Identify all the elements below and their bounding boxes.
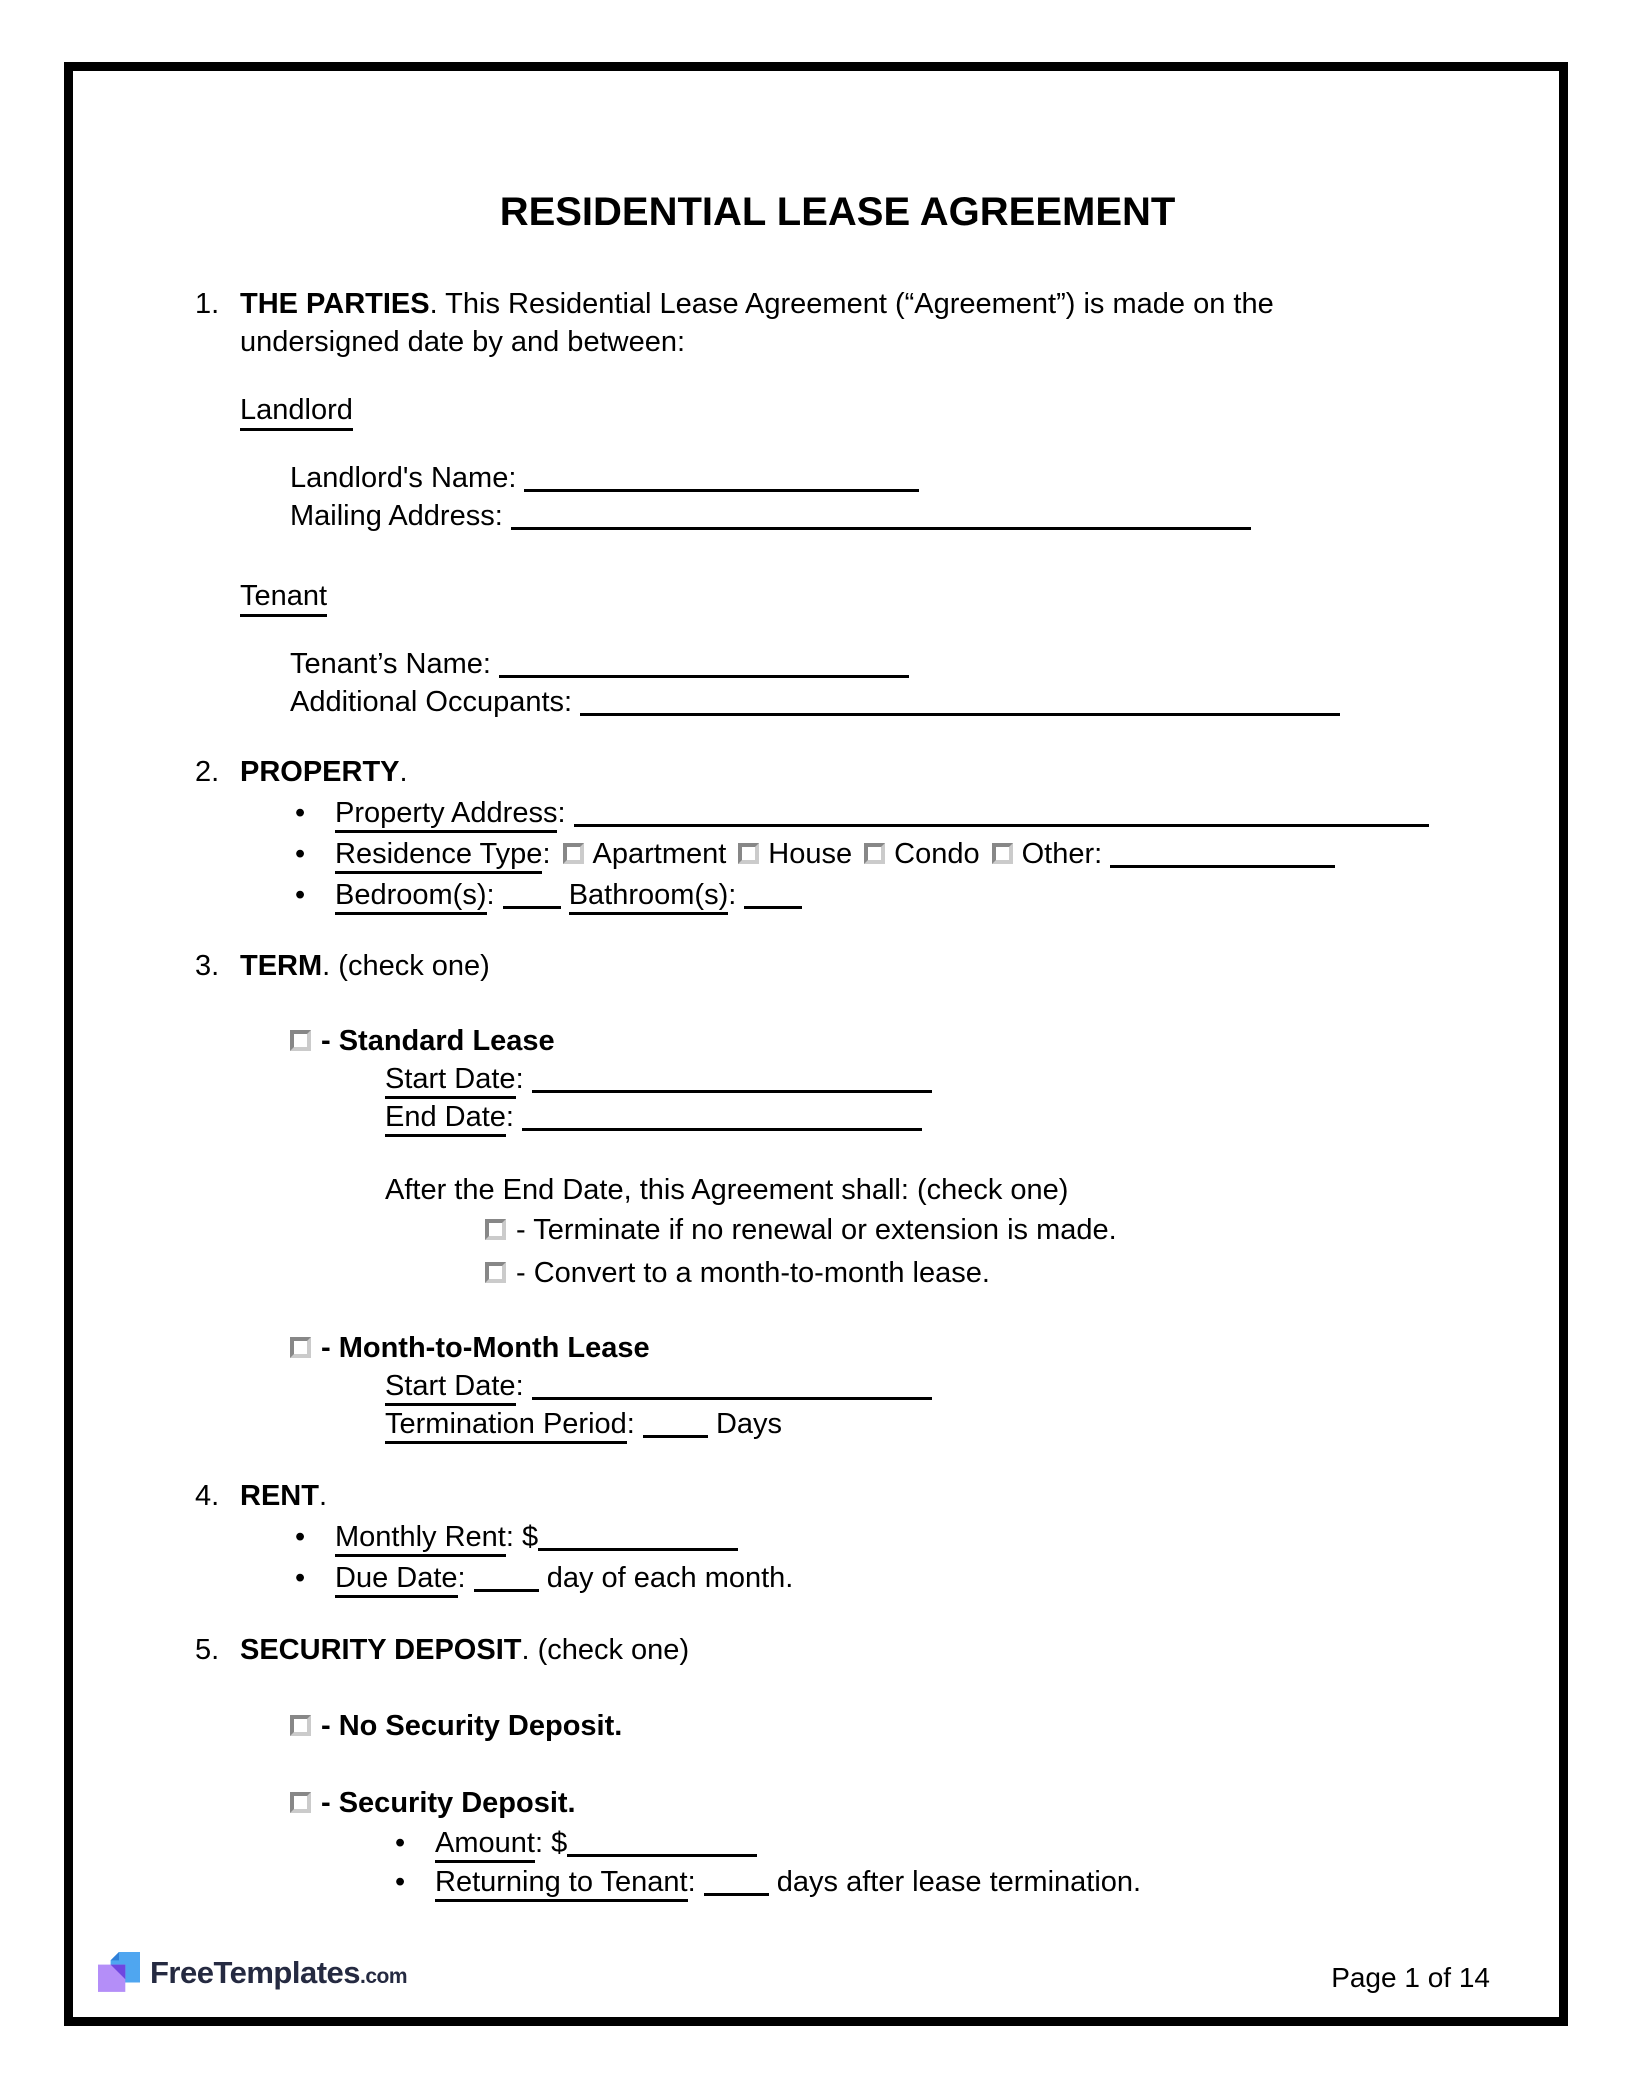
- document-content: [73, 71, 1559, 1902]
- terminate-option-label: - Terminate if no renewal or extension is made.: [516, 1214, 1117, 1246]
- section-heading: RENT: [240, 1480, 319, 1512]
- amount-row: [435, 1824, 1435, 1863]
- terminate-checkbox[interactable]: [485, 1219, 506, 1240]
- landlord-subheading-label: Landlord: [240, 394, 353, 431]
- standard-lease-checkbox[interactable]: [290, 1030, 311, 1051]
- section-body-text: .: [399, 756, 408, 788]
- due-date-separator: :: [457, 1562, 466, 1594]
- property-address-blank[interactable]: [574, 800, 1429, 827]
- month-to-month-option-row: [290, 1330, 1435, 1367]
- property-address-row: [335, 793, 1435, 834]
- due-date-blank[interactable]: [474, 1565, 539, 1592]
- section-heading: SECURITY DEPOSIT: [240, 1634, 522, 1666]
- additional-occupants-label: Additional Occupants:: [290, 686, 573, 718]
- mtm-start-date-row: [385, 1367, 1435, 1405]
- mailing-address-blank[interactable]: [511, 503, 1251, 530]
- monthly-rent-label: Monthly Rent: [335, 1521, 506, 1557]
- tenant-name-row: [290, 645, 1435, 683]
- section-number: 3.: [195, 950, 220, 982]
- security-deposit-row: [290, 1785, 1435, 1822]
- rent-bullets: [240, 1517, 1435, 1599]
- month-to-month-label: - Month-to-Month Lease: [321, 1332, 650, 1364]
- bedrooms-bathrooms-row: [335, 875, 1435, 916]
- due-date-tail: day of each month.: [546, 1562, 794, 1594]
- section-body-text: . This Residential Lease Agreement (“Agreement”) is made on the undersigned date by and between:: [240, 288, 1274, 358]
- monthly-rent-row: [335, 1517, 1435, 1558]
- colon: :: [542, 838, 551, 870]
- monthly-rent-blank[interactable]: [538, 1524, 738, 1551]
- bedrooms-label: Bedroom(s): [335, 879, 487, 915]
- returning-separator: :: [687, 1866, 696, 1898]
- landlord-subheading: [240, 391, 1435, 429]
- apartment-option-label: Apartment: [592, 838, 727, 870]
- residence-type-row: [335, 834, 1435, 875]
- section-heading: TERM: [240, 950, 323, 982]
- colon: :: [505, 1101, 514, 1133]
- tenant-name-label: Tenant’s Name:: [290, 648, 491, 680]
- start-date-label: Start Date: [385, 1063, 516, 1099]
- house-option-label: House: [768, 838, 853, 870]
- page-border: [64, 62, 1568, 2026]
- section-heading: PROPERTY: [240, 756, 400, 788]
- section-term: [195, 947, 1435, 985]
- section-body-text: . (check one): [322, 950, 490, 982]
- colon: :: [626, 1408, 635, 1440]
- bathrooms-blank[interactable]: [744, 882, 802, 909]
- landlord-name-label: Landlord's Name:: [290, 462, 517, 494]
- termination-period-tail: Days: [715, 1408, 783, 1440]
- landlord-name-blank[interactable]: [524, 465, 919, 492]
- landlord-name-row: [290, 459, 1435, 497]
- mailing-address-row: [290, 497, 1435, 535]
- security-deposit-checkbox[interactable]: [290, 1792, 311, 1813]
- section-heading: THE PARTIES: [240, 288, 430, 320]
- convert-option-row: [485, 1252, 1435, 1295]
- amount-separator: : $: [534, 1827, 568, 1859]
- section-security-deposit: [195, 1631, 1435, 1669]
- due-date-row: [335, 1558, 1435, 1599]
- standard-lease-label: - Standard Lease: [321, 1025, 555, 1057]
- amount-blank[interactable]: [567, 1830, 757, 1857]
- colon: :: [515, 1370, 524, 1402]
- tenant-name-blank[interactable]: [499, 651, 909, 678]
- due-date-label: Due Date: [335, 1562, 458, 1598]
- end-date-row: [385, 1098, 1435, 1136]
- mtm-start-date-blank[interactable]: [532, 1373, 932, 1400]
- termination-period-blank[interactable]: [643, 1411, 708, 1438]
- page-number: Page 1 of 14: [1331, 1962, 1490, 1993]
- monthly-rent-separator: : $: [505, 1521, 539, 1553]
- other-option-label: Other:: [1021, 838, 1103, 870]
- section-property: [195, 753, 1435, 791]
- tenant-subheading-label: Tenant: [240, 580, 327, 617]
- section-number: 5.: [195, 1634, 220, 1666]
- property-bullets: [240, 793, 1435, 916]
- condo-checkbox[interactable]: [864, 843, 885, 864]
- colon: :: [486, 879, 495, 911]
- brand-wordmark: [150, 1955, 407, 1991]
- residence-type-label: Residence Type: [335, 838, 542, 874]
- mailing-address-label: Mailing Address:: [290, 500, 503, 532]
- month-to-month-checkbox[interactable]: [290, 1337, 311, 1358]
- standard-lease-dates: [385, 1060, 1435, 1209]
- freetemplates-logo-icon: [98, 1952, 140, 1994]
- end-date-label: End Date: [385, 1101, 506, 1137]
- convert-option-label: - Convert to a month-to-month lease.: [516, 1257, 990, 1289]
- freetemplates-logo: [98, 1952, 407, 1994]
- start-date-blank[interactable]: [532, 1066, 932, 1093]
- section-number: 1.: [195, 288, 220, 320]
- no-security-deposit-checkbox[interactable]: [290, 1715, 311, 1736]
- start-date-row: [385, 1060, 1435, 1098]
- additional-occupants-blank[interactable]: [580, 689, 1340, 716]
- landlord-fields: [290, 459, 1435, 535]
- termination-period-row: [385, 1405, 1435, 1443]
- brand-name: FreeTemplates: [150, 1955, 361, 1990]
- document-title: RESIDENTIAL LEASE AGREEMENT: [499, 190, 1176, 234]
- colon: :: [728, 879, 737, 911]
- convert-checkbox[interactable]: [485, 1262, 506, 1283]
- termination-period-label: Termination Period: [385, 1408, 627, 1444]
- returning-row: [435, 1863, 1435, 1902]
- section-rent: [195, 1477, 1435, 1515]
- other-type-blank[interactable]: [1110, 841, 1335, 868]
- after-end-date-text: After the End Date, this Agreement shall: (check one): [385, 1174, 1069, 1206]
- amount-label: Amount: [435, 1827, 535, 1863]
- terminate-option-row: [485, 1209, 1435, 1252]
- additional-occupants-row: [290, 683, 1435, 721]
- bedrooms-blank[interactable]: [503, 882, 561, 909]
- section-body-text: . (check one): [521, 1634, 690, 1666]
- security-deposit-label: - Security Deposit.: [321, 1787, 576, 1819]
- section-body-text: .: [318, 1480, 328, 1512]
- bathrooms-label: Bathroom(s): [569, 879, 729, 915]
- condo-option-label: Condo: [894, 838, 980, 870]
- colon: :: [557, 797, 566, 829]
- no-security-deposit-row: [290, 1708, 1435, 1745]
- security-deposit-bullets: [240, 1824, 1435, 1902]
- property-address-label: Property Address: [335, 797, 557, 833]
- brand-tld: .com: [360, 1965, 408, 1988]
- colon: :: [515, 1063, 524, 1095]
- no-security-deposit-label: - No Security Deposit.: [321, 1710, 623, 1742]
- month-to-month-fields: [385, 1367, 1435, 1443]
- returning-blank[interactable]: [704, 1869, 769, 1896]
- tenant-subheading: [240, 577, 1435, 615]
- section-the-parties: [195, 285, 1435, 361]
- tenant-fields: [290, 645, 1435, 721]
- standard-lease-option-row: [290, 1023, 1435, 1060]
- mtm-start-date-label: Start Date: [385, 1370, 516, 1406]
- returning-label: Returning to Tenant: [435, 1866, 688, 1902]
- end-date-blank[interactable]: [522, 1104, 922, 1131]
- house-checkbox[interactable]: [738, 843, 759, 864]
- section-number: 4.: [195, 1480, 220, 1512]
- returning-tail: days after lease termination.: [776, 1866, 1142, 1898]
- apartment-checkbox[interactable]: [563, 843, 584, 864]
- section-number: 2.: [195, 756, 220, 788]
- other-checkbox[interactable]: [992, 843, 1013, 864]
